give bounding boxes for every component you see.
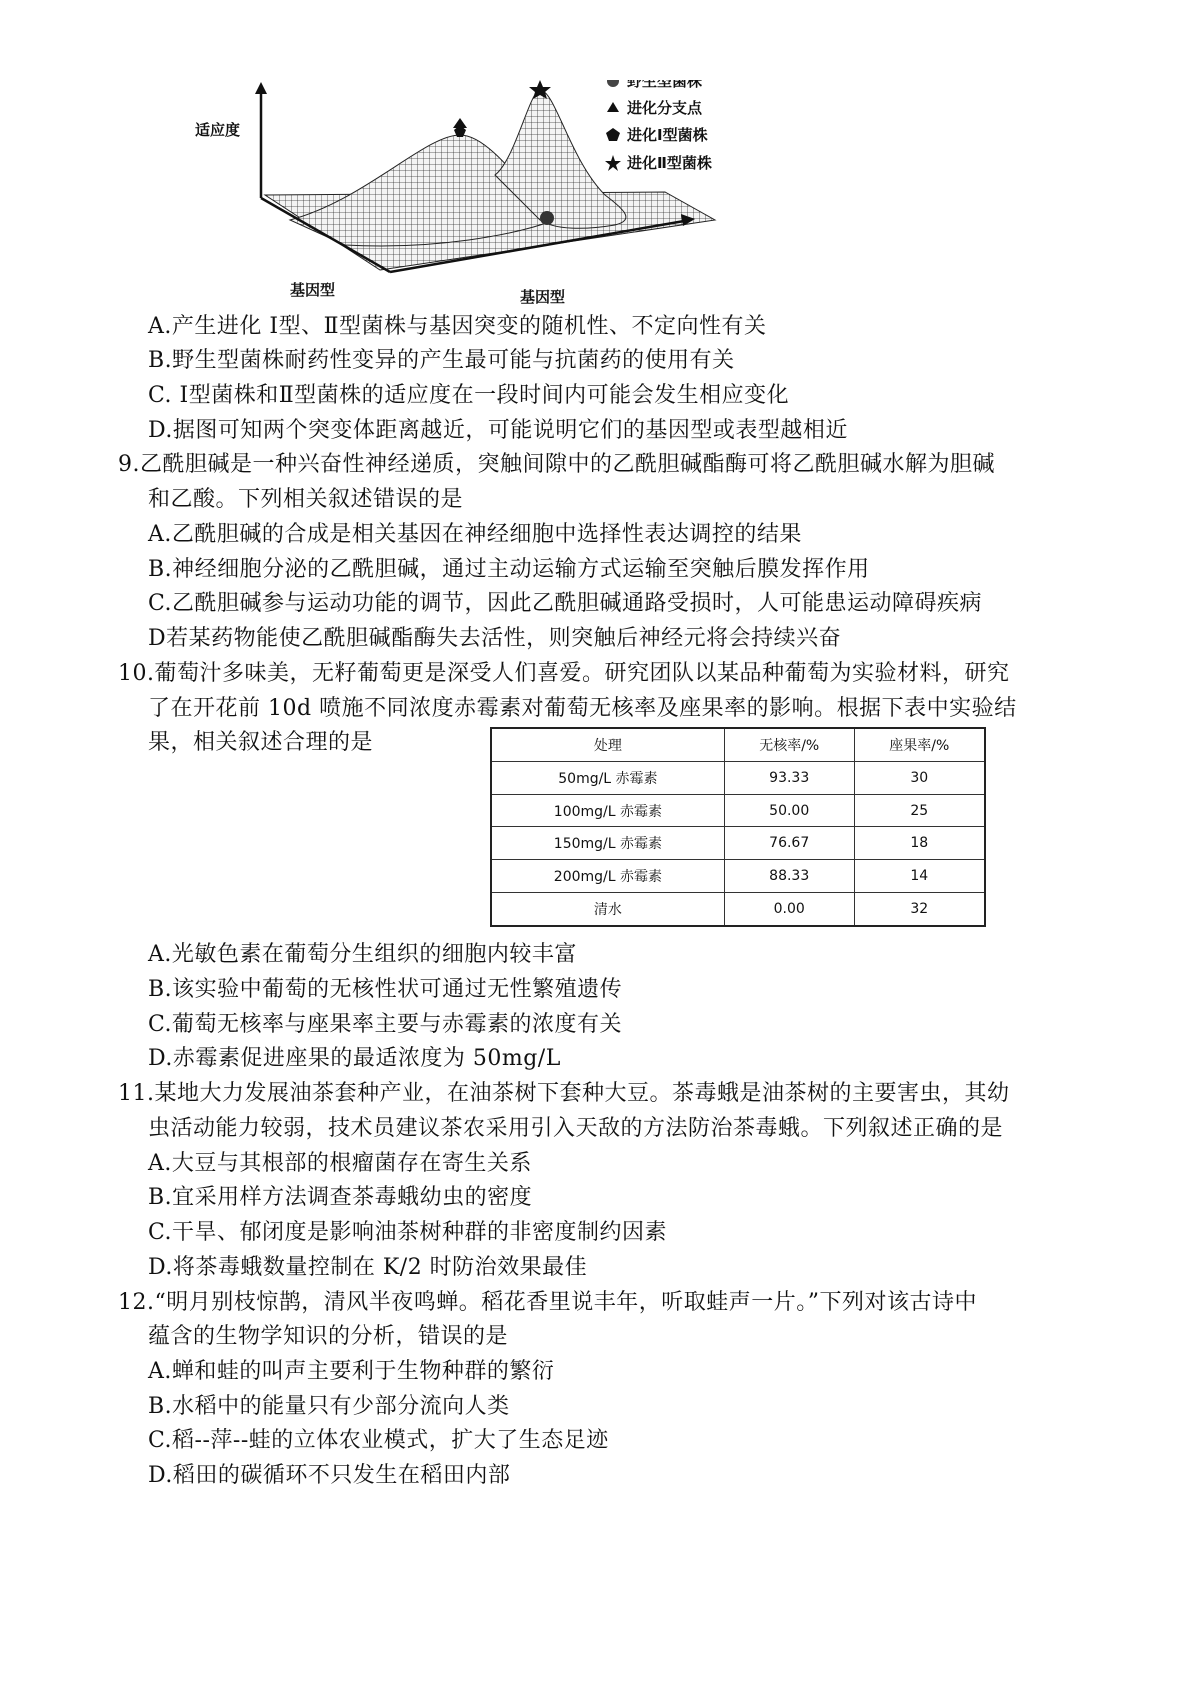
y-axis-label: 适应度 — [195, 121, 241, 139]
q9-option-d: D若某药物能使乙酰胆碱酯酶失去活性，则突触后神经元将会持续兴奋 — [148, 626, 842, 651]
q11-option-d: D.将茶毒蛾数量控制在 K/2 时防治效果最佳 — [148, 1255, 588, 1280]
table-row — [491, 892, 985, 926]
gibberellin-table — [490, 727, 986, 927]
q10-option-d: D.赤霉素促进座果的最适浓度为 50mg/L — [148, 1046, 561, 1071]
table-cell: 18 — [854, 827, 985, 860]
q11-option-a: A.大豆与其根部的根瘤菌存在寄生关系 — [148, 1151, 532, 1176]
q10-option-c: C.葡萄无核率与座果率主要与赤霉素的浓度有关 — [148, 1012, 623, 1037]
table-cell: 100mg/L 赤霉素 — [491, 794, 724, 827]
table-cell: 88.33 — [724, 860, 854, 893]
x-axis-label-left: 基因型 — [290, 281, 336, 299]
q10-stem-line-1: 10.葡萄汁多味美，无籽葡萄更是深受人们喜爱。研究团队以某品种葡萄为实验材料，研究 — [118, 661, 1010, 686]
pentagon-icon — [606, 128, 620, 141]
table-cell: 150mg/L 赤霉素 — [491, 827, 724, 860]
table-cell: 200mg/L 赤霉素 — [491, 860, 724, 893]
q12-option-d: D.稻田的碳循环不只发生在稻田内部 — [148, 1463, 511, 1488]
wild-type-circle-icon — [607, 80, 619, 87]
q12-option-b: B.水稻中的能量只有少部分流向人类 — [148, 1394, 510, 1419]
table-cell: 50.00 — [724, 794, 854, 827]
wild-type-marker — [540, 211, 554, 225]
table-cell: 93.33 — [724, 762, 854, 795]
q9-option-c: C.乙酰胆碱参与运动功能的调节，因此乙酰胆碱通路受损时，人可能患运动障碍疾病 — [148, 591, 983, 616]
q12-option-c: C.稻--萍--蛙的立体农业模式，扩大了生态足迹 — [148, 1428, 609, 1453]
table-row — [491, 794, 985, 827]
q8-option-b: B.野生型菌株耐药性变异的产生最可能与抗菌药的使用有关 — [148, 348, 735, 373]
legend-label-branch-point: 进化分支点 — [627, 99, 703, 117]
table-row — [491, 762, 985, 795]
table-row — [491, 860, 985, 893]
q8-option-a: A.产生进化 Ⅰ型、Ⅱ型菌株与基因突变的随机性、不定向性有关 — [148, 314, 767, 339]
legend-label-wild-type: 野生型菌株 — [627, 80, 703, 90]
table-cell: 50mg/L 赤霉素 — [491, 762, 724, 795]
table-cell: 25 — [854, 794, 985, 827]
q11-stem-line-1: 11.某地大力发展油茶套种产业，在油茶树下套种大豆。茶毒蛾是油茶树的主要害虫，其幼 — [118, 1081, 1010, 1106]
q10-option-a: A.光敏色素在葡萄分生组织的细胞内较丰富 — [148, 942, 577, 967]
legend-label-type1: 进化Ⅰ型菌株 — [627, 126, 708, 144]
table-cell: 30 — [854, 762, 985, 795]
q10-stem-line-3: 果，相关叙述合理的是 — [148, 730, 374, 755]
table-header-cell: 座果率/% — [854, 728, 985, 762]
table-cell: 0.00 — [724, 892, 854, 926]
x-axis-label-right: 基因型 — [520, 288, 566, 305]
q11-stem-line-2: 虫活动能力较弱，技术员建议茶农采用引入天敌的方法防治茶毒蛾。下列叙述正确的是 — [148, 1116, 1004, 1141]
q9-option-a: A.乙酰胆碱的合成是相关基因在神经细胞中选择性表达调控的结果 — [148, 522, 802, 547]
q11-option-b: B.宜采用样方法调查茶毒蛾幼虫的密度 — [148, 1185, 533, 1210]
table-header-cell: 处理 — [491, 728, 724, 762]
q8-option-c: C. Ⅰ型菌株和Ⅱ型菌株的适应度在一段时间内可能会发生相应变化 — [148, 383, 790, 408]
table-cell: 14 — [854, 860, 985, 893]
q10-stem-line-2: 了在开花前 10d 喷施不同浓度赤霉素对葡萄无核率及座果率的影响。根据下表中实验结 — [148, 696, 1017, 721]
fitness-landscape-figure — [195, 80, 815, 305]
legend — [605, 80, 712, 172]
table-header-row — [491, 728, 985, 762]
table-cell: 76.67 — [724, 827, 854, 860]
q12-option-a: A.蝉和蛙的叫声主要利于生物种群的繁衍 — [148, 1359, 555, 1384]
table-cell: 32 — [854, 892, 985, 926]
branch-point-triangle-icon — [607, 102, 619, 112]
table-header-cell: 无核率/% — [724, 728, 854, 762]
q12-stem-line-1: 12.“明月别枝惊鹊，清风半夜鸣蝉。稻花香里说丰年，听取蛙声一片。”下列对该古诗中 — [118, 1290, 977, 1315]
gibberellin-table-container — [490, 727, 986, 927]
fitness-landscape-svg — [195, 80, 815, 305]
y-axis-arrow — [255, 82, 267, 94]
q9-stem-line-1: 9.乙酰胆碱是一种兴奋性神经递质，突触间隙中的乙酰胆碱酯酶可将乙酰胆碱水解为胆碱 — [118, 452, 995, 477]
legend-label-type2: 进化Ⅱ型菌株 — [627, 154, 712, 172]
star-icon — [605, 155, 621, 171]
q12-stem-line-2: 蕴含的生物学知识的分析，错误的是 — [148, 1324, 509, 1349]
q8-option-d: D.据图可知两个突变体距离越近，可能说明它们的基因型或表型越相近 — [148, 418, 848, 443]
table-row — [491, 827, 985, 860]
q10-option-b: B.该实验中葡萄的无核性状可通过无性繁殖遗传 — [148, 977, 623, 1002]
q9-option-b: B.神经细胞分泌的乙酰胆碱，通过主动运输方式运输至突触后膜发挥作用 — [148, 557, 870, 582]
table-cell: 清水 — [491, 892, 724, 926]
q9-stem-line-2: 和乙酸。下列相关叙述错误的是 — [148, 487, 464, 512]
q11-option-c: C.干旱、郁闭度是影响油茶树种群的非密度制约因素 — [148, 1220, 668, 1245]
